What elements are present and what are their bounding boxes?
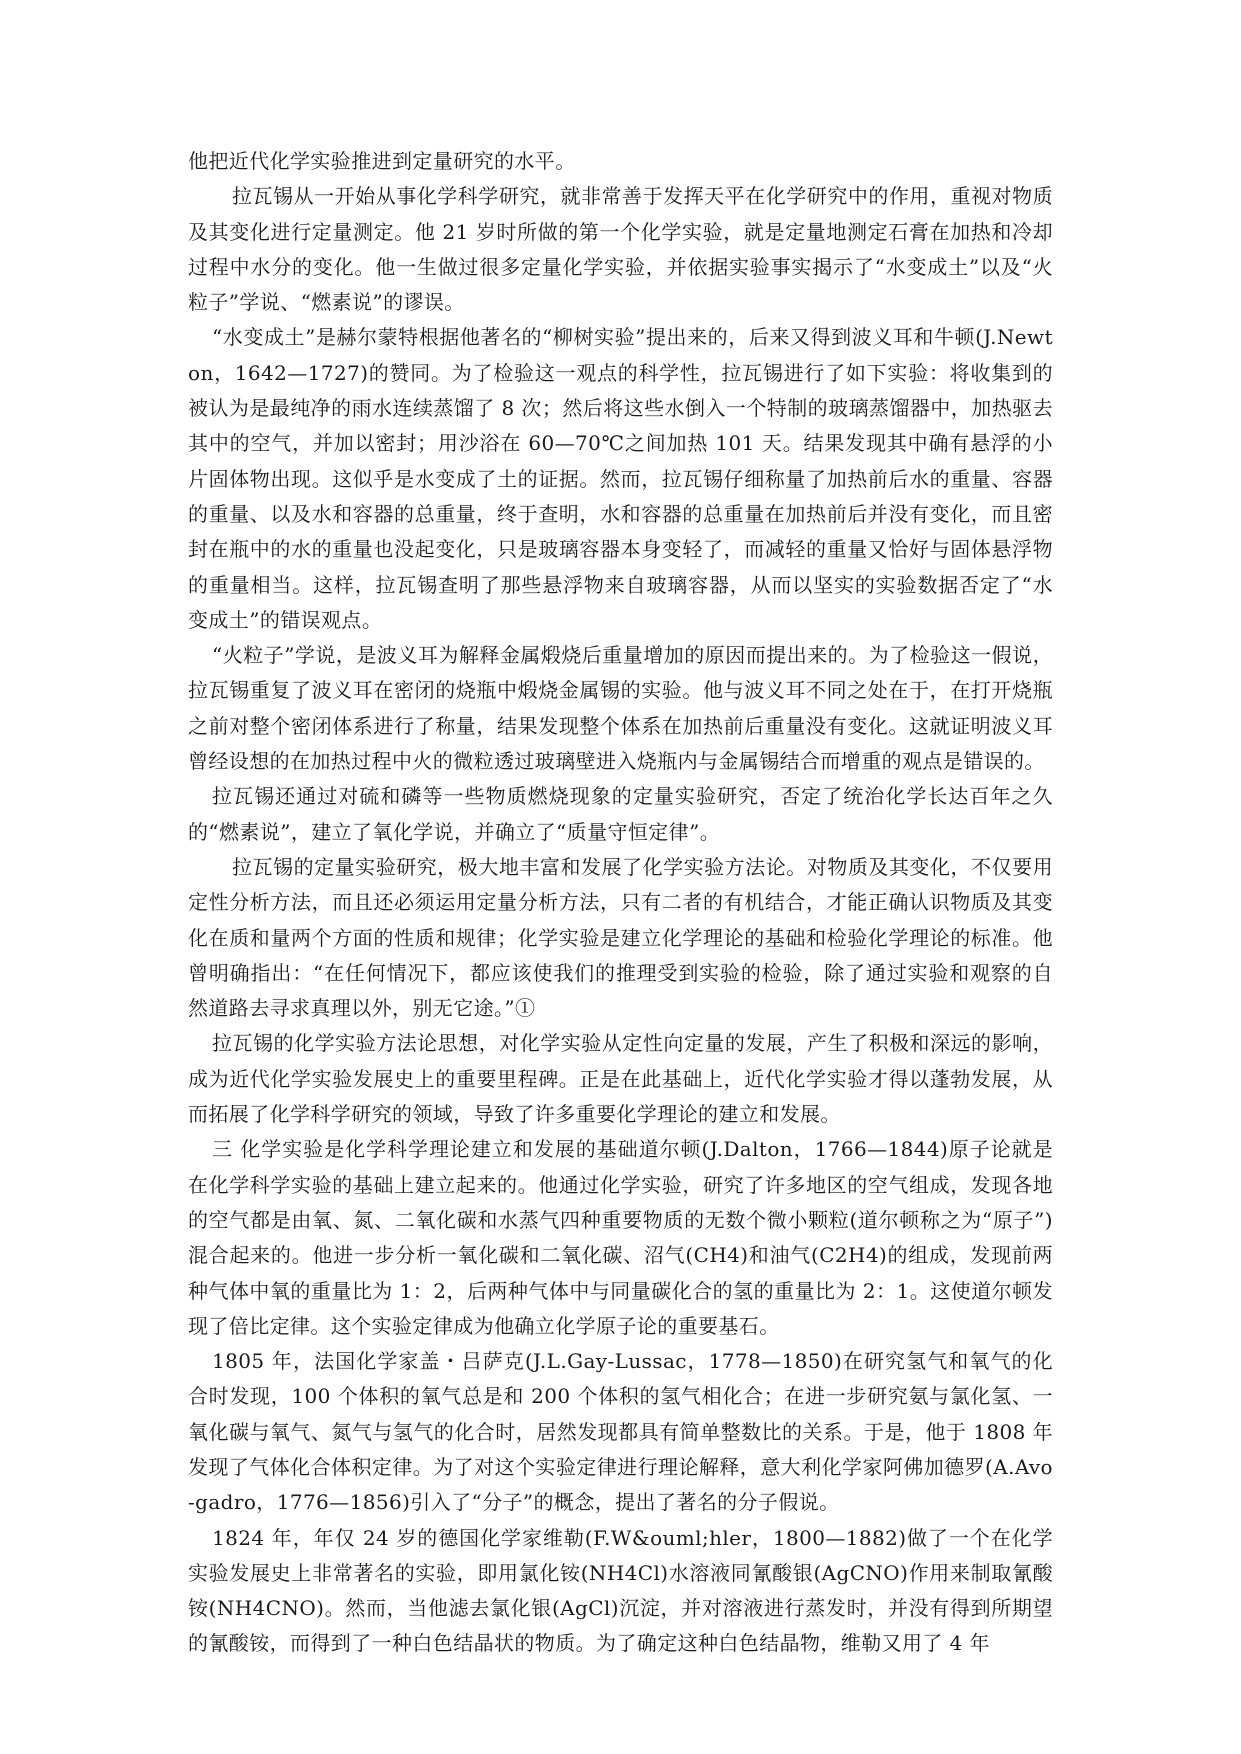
paragraph-wohler: 1824 年，年仅 24 岁的德国化学家维勒(F.W&ouml;hler，1800—1882)做了一个在化学实验发展史上非常著名的实验，即用氯化铵(NH4Cl)水溶液同氰酸银(AgCNO)作用来制取氰酸铵(NH4CNO)。然而，当他滤去氯化银(AgCl)沉淀，并对溶液进行蒸发时，并没有得到所期望的氰酸铵，而得到了一种白色结晶状的物质。为了确定这种白色结晶物，维勒又用了 4 年 bbox=[188, 1525, 1053, 1656]
paragraph-water-to-earth: “水变成土”是赫尔蒙特根据他著名的“柳树实验”提出来的，后来又得到波义耳和牛顿(J.Newton，1642—1727)的赞同。为了检验这一观点的科学性，拉瓦锡进行了如下实验：将收集到的被认为是最纯净的雨水连续蒸馏了 8 次；然后将这些水倒入一个特制的玻璃蒸馏器中，加热驱去其中的空气，并加以密封；用沙浴在 60—70℃之间加热 101 天。结果发现其中确有悬浮的小片固体物出现。这似乎是水变成了土的证据。然而，拉瓦锡仔细称量了加热前后水的重量、容器的重量、以及水和容器的总重量，终于查明，水和容器的总重量在加热前后并没有变化，而且密封在瓶中的水的重量也没起变化，只是玻璃容器本身变轻了，而减轻的重量又恰好与固体悬浮物的重量相当。这样，拉瓦锡查明了那些悬浮物来自玻璃容器，从而以坚实的实验数据否定了“水变成土”的错误观点。 bbox=[188, 325, 1053, 632]
paragraph-continuation: 他把近代化学实验推进到定量研究的水平。 bbox=[188, 149, 576, 173]
paragraph-dalton: 三 化学实验是化学科学理论建立和发展的基础道尔顿(J.Dalton，1766—1844)原子论就是在化学科学实验的基础上建立起来的。他通过化学实验，研究了许多地区的空气组成，发现各地的空气都是由氧、氮、二氧化碳和水蒸气四种重要物质的无数个微小颗粒(道尔顿称之为“原子”)混合起来的。他进一步分析一氧化碳和二氧化碳、沼气(CH4)和油气(C2H4)的组成，发现前两种气体中氧的重量比为 1：2，后两种气体中与同量碳化合的氢的重量比为 2：1。这使道尔顿发现了倍比定律。这个实验定律成为他确立化学原子论的重要基石。 bbox=[188, 1137, 1053, 1338]
paragraph-gay-lussac: 1805 年，法国化学家盖・吕萨克(J.L.Gay-Lussac，1778—1850)在研究氢气和氧气的化合时发现，100 个体积的氧气总是和 200 个体积的氢气相化合；在进一步研究氨与氯化氢、一氧化碳与氧气、氮气与氢气的化合时，居然发现都具有简单整数比的关系。于是，他于 1808 年发现了气体化合体积定律。为了对这个实验定律进行理论解释，意大利化学家阿佛加德罗(A.Avo-gadro，1776—1856)引入了“分子”的概念，提出了著名的分子假说。 bbox=[188, 1349, 1053, 1515]
paragraph-fire-particle: “火粒子”学说，是波义耳为解释金属煅烧后重量增加的原因而提出来的。为了检验这一假说，拉瓦锡重复了波义耳在密闭的烧瓶中煅烧金属锡的实验。他与波义耳不同之处在于，在打开烧瓶之前对整个密闭体系进行了称量，结果发现整个体系在加热前后重量没有变化。这就证明波义耳曾经设想的在加热过程中火的微粒透过玻璃壁进入烧瓶内与金属锡结合而增重的观点是错误的。 bbox=[188, 643, 1053, 774]
document-body bbox=[188, 144, 1053, 1662]
paragraph-lavoisier-balance: 拉瓦锡从一开始从事化学科学研究，就非常善于发挥天平在化学研究中的作用，重视对物质及其变化进行定量测定。他 21 岁时所做的第一个化学实验，就是定量地测定石膏在加热和冷却过程中水分的变化。他一生做过很多定量化学实验，并依据实验事实揭示了“水变成土”以及“火粒子”学说、“燃素说”的谬误。 bbox=[188, 184, 1053, 315]
paragraph-methodology: 拉瓦锡的定量实验研究，极大地丰富和发展了化学实验方法论。对物质及其变化，不仅要用定性分析方法，而且还必须运用定量分析方法，只有二者的有机结合，才能正确认识物质及其变化在质和量两个方面的性质和规律；化学实验是建立化学理论的基础和检验化学理论的标准。他曾明确指出：“在任何情况下，都应该使我们的推理受到实验的检验，除了通过实验和观察的自然道路去寻求真理以外，别无它途。”① bbox=[188, 854, 1053, 1021]
paragraph-phlogiston: 拉瓦锡还通过对硫和磷等一些物质燃烧现象的定量实验研究，否定了统治化学长达百年之久的“燃素说”，建立了氧化学说，并确立了“质量守恒定律”。 bbox=[188, 784, 1053, 844]
paragraph-milestone: 拉瓦锡的化学实验方法论思想，对化学实验从定性向定量的发展，产生了积极和深远的影响，成为近代化学实验发展史上的重要里程碑。正是在此基础上，近代化学实验才得以蓬勃发展，从而拓展了化学科学研究的领域，导致了许多重要化学理论的建立和发展。 bbox=[188, 1031, 1053, 1127]
